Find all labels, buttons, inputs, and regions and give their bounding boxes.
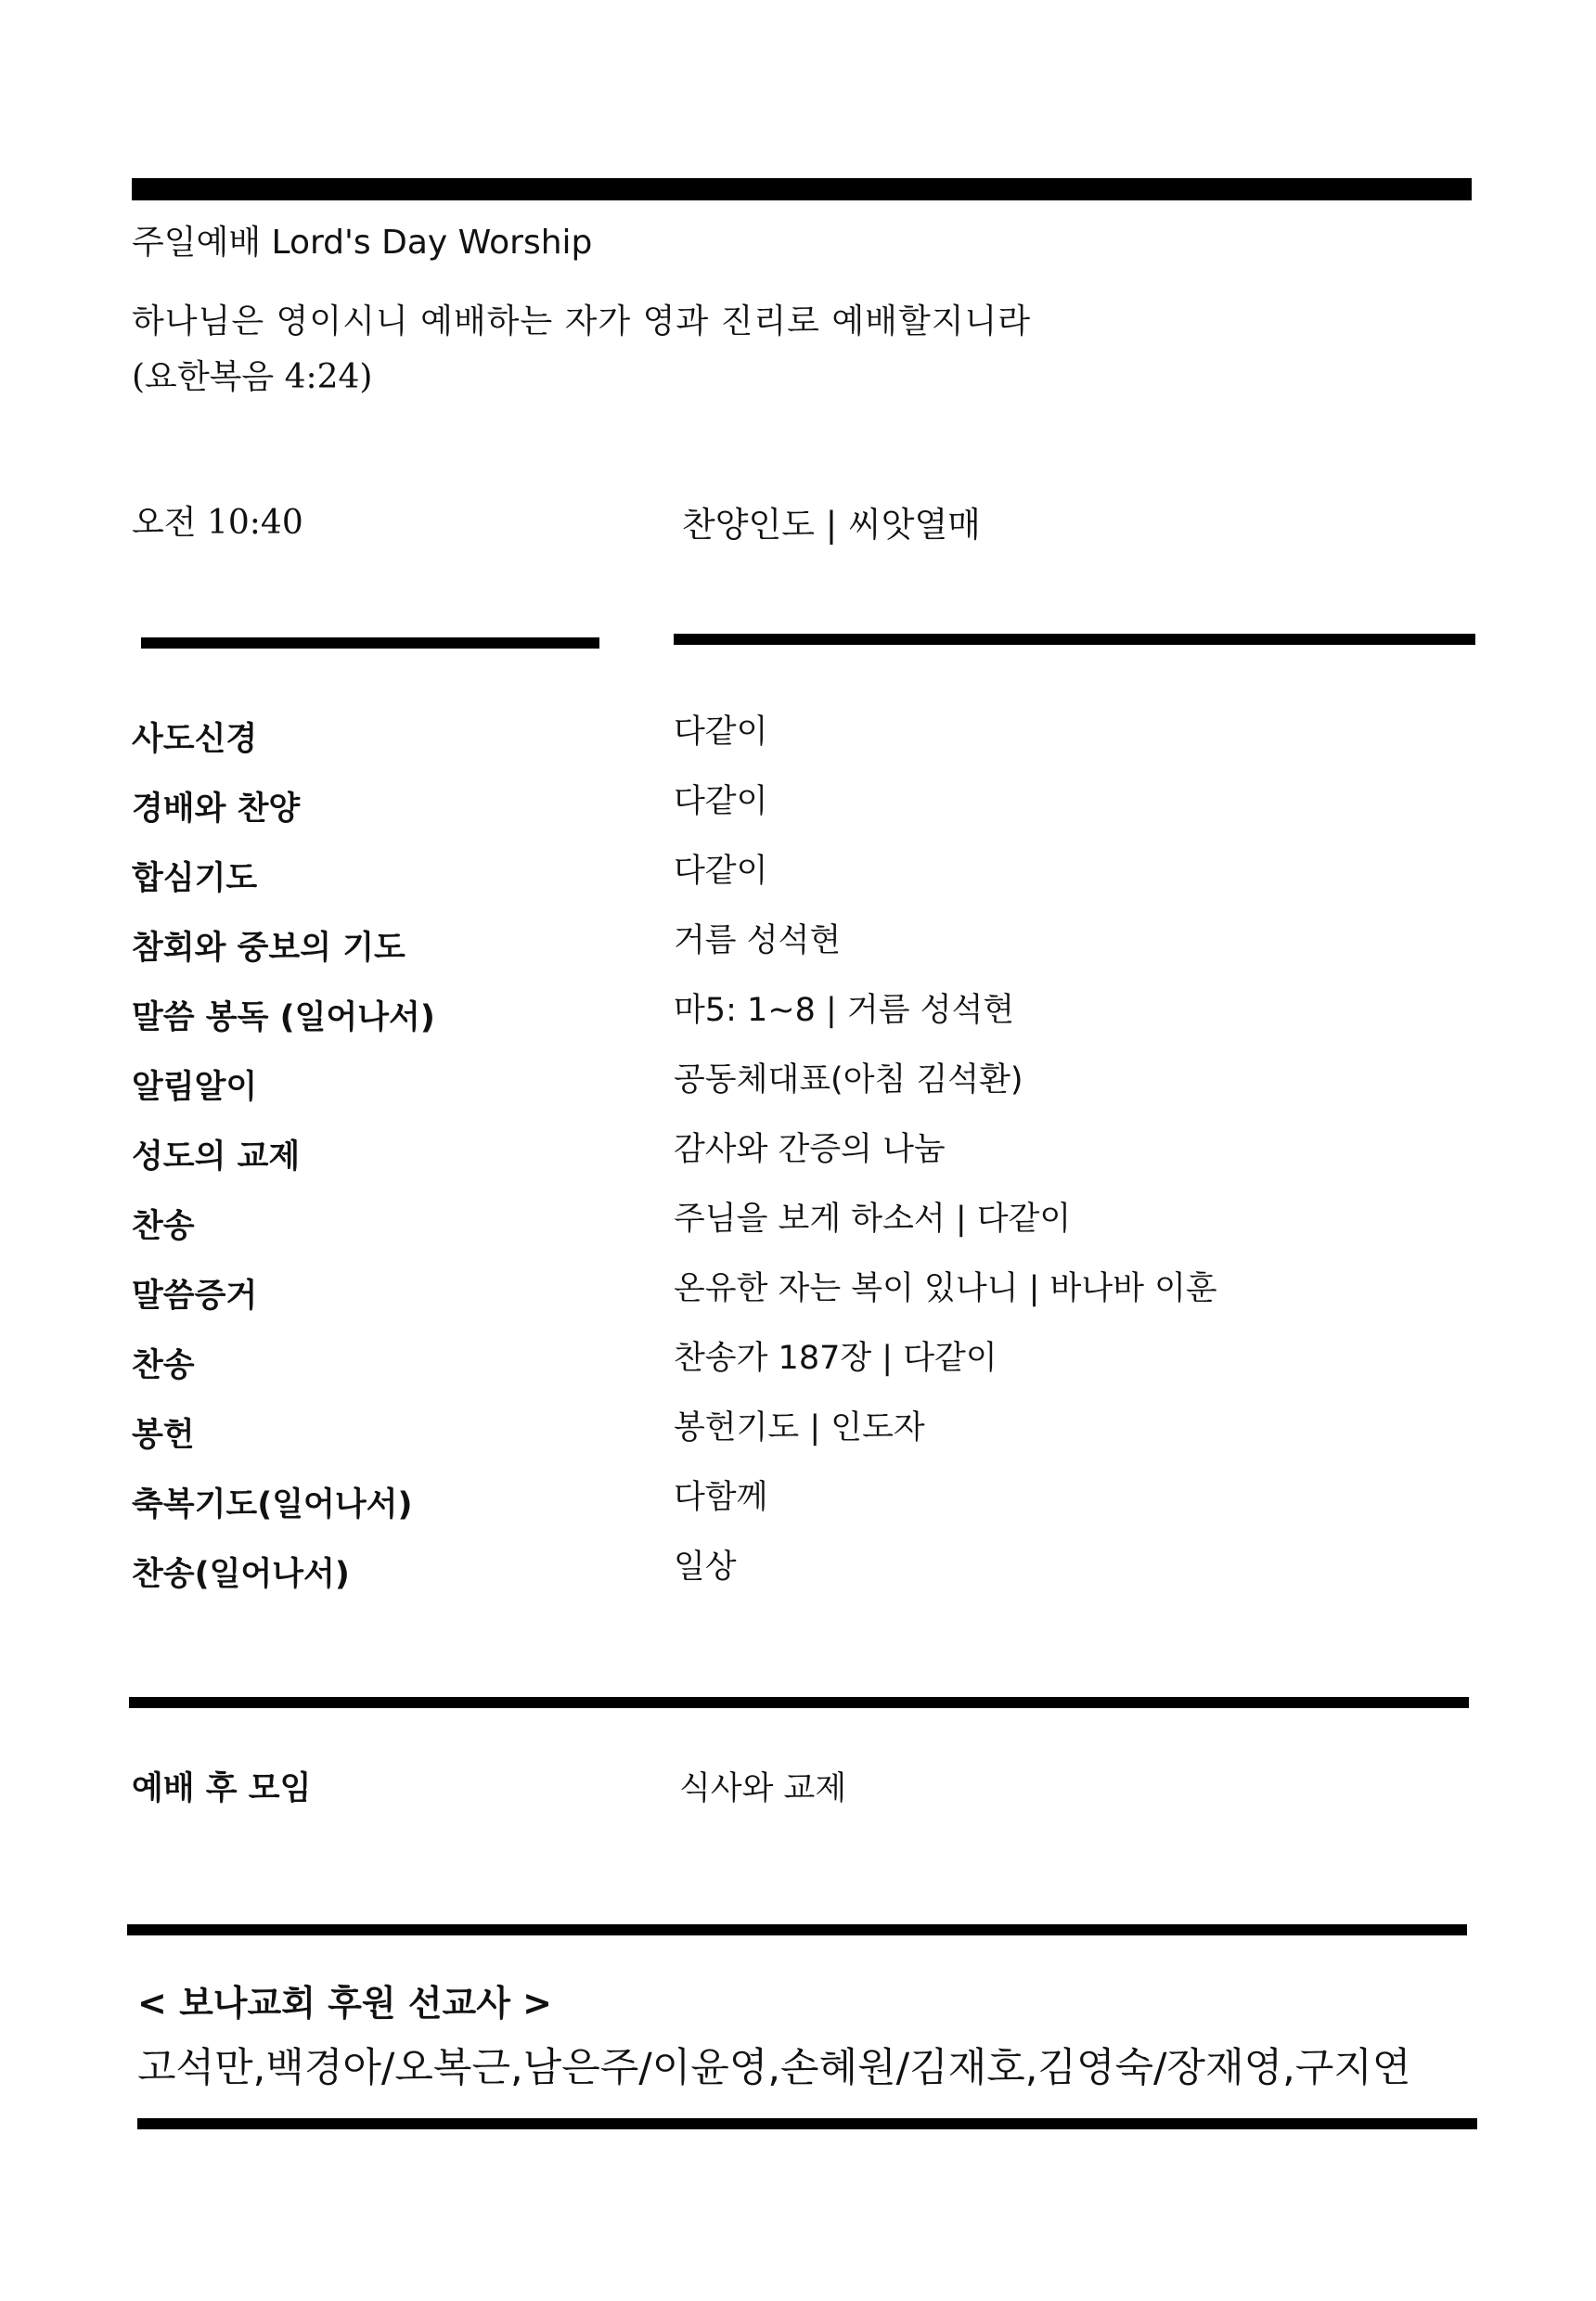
service-item-value: 다같이 (674, 713, 768, 751)
service-item-label: 성도의 교제 (132, 1138, 301, 1176)
top-divider (132, 178, 1472, 200)
service-item-value: 주님을 보게 하소서 | 다같이 (674, 1201, 1072, 1238)
service-time: 오전 10:40 (132, 504, 303, 542)
service-item-label: 찬송 (132, 1347, 195, 1384)
service-item-value: 일상 (674, 1549, 737, 1586)
left-section-divider (141, 637, 599, 649)
missionaries-names: 고석만,백경아/오복근,남은주/이윤영,손혜원/김재호,김영숙/장재영,구지연 (137, 2045, 1411, 2091)
service-item-label: 사도신경 (132, 721, 258, 758)
service-item-label: 축복기도(일어나서) (132, 1486, 413, 1523)
worship-title: 주일예배 Lord's Day Worship (132, 224, 593, 262)
after-service-value: 식사와 교제 (679, 1770, 847, 1807)
service-item-label: 봉헌 (132, 1417, 195, 1454)
service-item-value: 감사와 간증의 나눔 (674, 1131, 946, 1168)
order-bottom-divider (129, 1697, 1469, 1708)
right-section-divider (674, 634, 1475, 645)
service-item-value: 마5: 1~8 | 거름 성석현 (674, 992, 1015, 1029)
service-item-value: 공동체대표(아침 김석환) (674, 1061, 1023, 1099)
service-item-value: 다같이 (674, 853, 768, 890)
service-item-label: 경배와 찬양 (132, 791, 301, 828)
missionary-top-divider (127, 1924, 1467, 1935)
praise-leader: 찬양인도 | 씨앗열매 (682, 505, 981, 545)
missionaries-heading: < 보나교회 후원 선교사 > (137, 1983, 552, 2024)
service-item-label: 말씀증거 (132, 1278, 258, 1315)
service-item-label: 알림알이 (132, 1069, 258, 1106)
after-service-label: 예배 후 모임 (132, 1770, 312, 1807)
service-item-value: 다함께 (674, 1479, 768, 1516)
service-item-label: 합심기도 (132, 860, 258, 897)
service-item-label: 찬송 (132, 1208, 195, 1245)
service-item-value: 거름 성석현 (674, 922, 842, 959)
bottom-divider (137, 2118, 1477, 2129)
service-item-value: 온유한 자는 복이 있나니 | 바나바 이훈 (674, 1270, 1217, 1307)
service-item-label: 찬송(일어나서) (132, 1556, 350, 1593)
scripture-verse: 하나님은 영이시니 예배하는 자가 영과 진리로 예배할지니라 (132, 302, 1032, 341)
scripture-reference: (요한복음 4:24) (132, 358, 373, 396)
service-item-value: 찬송가 187장 | 다같이 (674, 1340, 998, 1377)
service-item-label: 말씀 봉독 (일어나서) (132, 999, 435, 1036)
service-item-value: 봉헌기도 | 인도자 (674, 1409, 925, 1446)
service-item-label: 참회와 중보의 기도 (132, 930, 405, 967)
service-item-value: 다같이 (674, 783, 768, 820)
